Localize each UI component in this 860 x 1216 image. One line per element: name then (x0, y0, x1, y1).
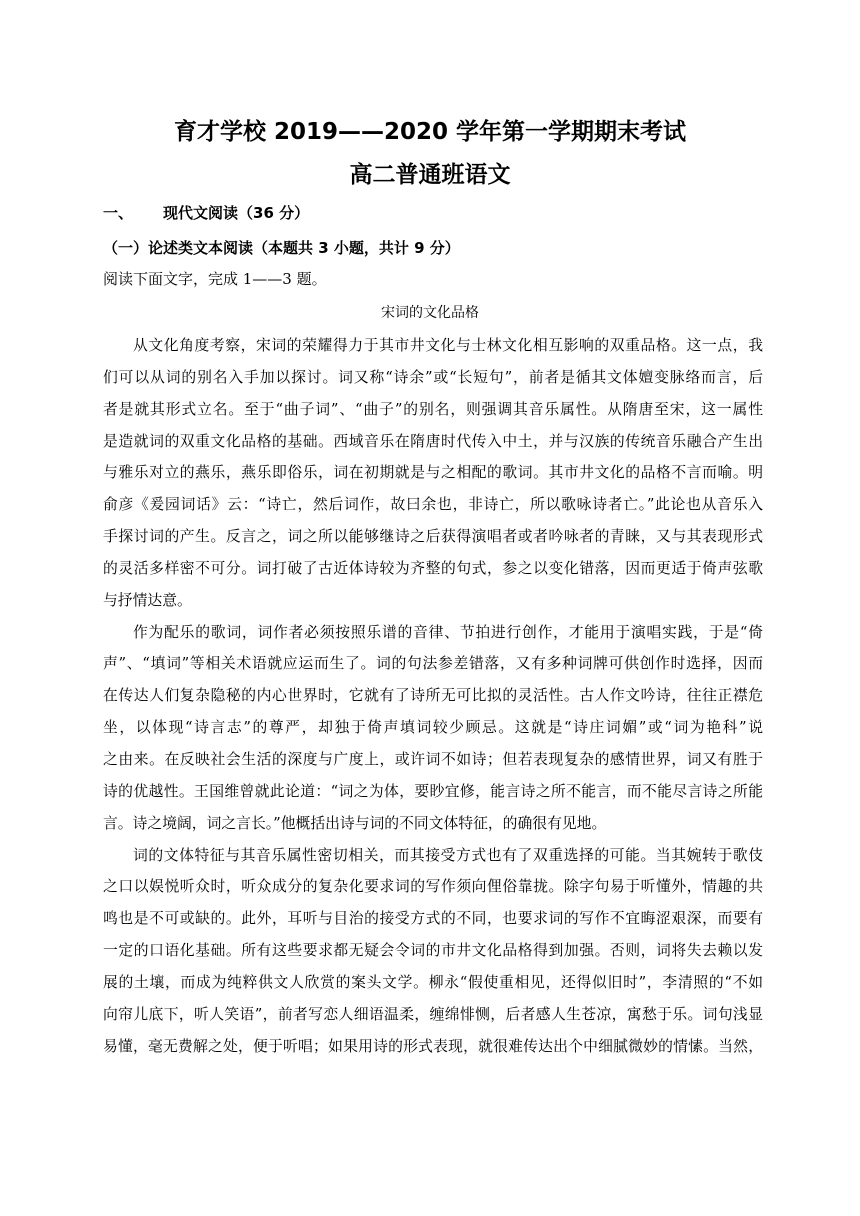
article-line: 鸣也是不可或缺的。此外，耳听与目治的接受方式的不同，也要求词的写作不宜晦涩艰深，而要有 (103, 910, 763, 928)
section-heading (103, 202, 309, 223)
article-line: 展的土壤，而成为纯粹供文人欣赏的案头文学。柳永“假使重相见，还得似旧时”，李清照的“不如 (103, 973, 763, 991)
article-line: 声”、“填词”等相关术语就应运而生了。词的句法参差错落，又有多种词牌可供创作时选择，因而 (103, 655, 763, 673)
article-line: 一定的口语化基础。所有这些要求都无疑会令词的市井文化品格得到加强。否则，词将失去赖以发 (103, 942, 763, 960)
article-line: 是造就词的双重文化品格的基础。西域音乐在隋唐时代传入中土，并与汉族的传统音乐融合产生出 (103, 432, 763, 450)
article-line: 言。诗之境阔，词之言长。”他概括出诗与词的不同文体特征，的确很有见地。 (103, 814, 607, 832)
article-line: 词的文体特征与其音乐属性密切相关，而其接受方式也有了双重选择的可能。当其婉转于歌伎 (133, 846, 763, 864)
article-line: 者是就其形式立名。至于“曲子词”、“曲子”的别名，则强调其音乐属性。从隋唐至宋，这一属性 (103, 400, 763, 418)
article-line: 与雅乐对立的燕乐，燕乐即俗乐，词在初期就是与之相配的歌词。其市井文化的品格不言而喻。明 (103, 464, 763, 482)
article-line: 在传达人们复杂隐秘的内心世界时，它就有了诗所无可比拟的灵活性。古人作文吟诗，往往正襟危 (103, 687, 763, 705)
section-number: 一、 (103, 204, 134, 222)
article-line: 向帘儿底下，听人笑语”，前者写恋人细语温柔，缠绵悱恻，后者感人生苍凉，寓愁于乐。词句浅显 (103, 1005, 763, 1023)
article-line: 手探讨词的产生。反言之，词之所以能够继诗之后获得演唱者或者吟咏者的青睐，又与其表现形式 (103, 528, 763, 546)
article-line: 之口以娱悦听众时，听众成分的复杂化要求词的写作须向俚俗靠拢。除字句易于听懂外，情趣的共 (103, 878, 763, 896)
article-line: 与抒情达意。 (103, 591, 192, 609)
article-line: 的灵活多样密不可分。词打破了古近体诗较为齐整的句式，参之以变化错落，因而更适于倚声弦歌 (103, 559, 763, 577)
subsection-heading: （一）论述类文本阅读（本题共 3 小题，共计 9 分） (103, 239, 460, 257)
article-line: 坐，以体现“诗言志”的尊严，却独于倚声填词较少顾忌。这就是“诗庄词媚”或“词为艳科”说 (103, 719, 763, 737)
article-line: 易懂，毫无费解之处，便于听唱；如果用诗的形式表现，就很难传达出个中细腻微妙的情愫。当然， (103, 1037, 763, 1055)
section-title: 现代文阅读（36 分） (163, 204, 310, 222)
article-line: 作为配乐的歌词，词作者必须按照乐谱的音律、节拍进行创作，才能用于演唱实践，于是“倚 (133, 623, 763, 641)
article-line: 俞彦《爰园词话》云：“诗亡，然后词作，故曰余也，非诗亡，所以歌咏诗者亡。”此论也从音乐入 (103, 496, 763, 514)
article-line: 诗的优越性。王国维曾就此论道：“词之为体，要眇宜修，能言诗之所不能言，而不能尽言诗之所能 (103, 782, 763, 800)
exam-subtitle: 高二普通班语文 (349, 162, 511, 188)
exam-title: 育才学校 2019——2020 学年第一学期期末考试 (173, 119, 687, 145)
reading-instruction: 阅读下面文字，完成 1——3 题。 (103, 270, 327, 288)
article-line: 们可以从词的别名入手加以探讨。词又称“诗余”或“长短句”，前者是循其文体嬗变脉络而言，后 (103, 368, 763, 386)
article-body (103, 330, 763, 1062)
article-title: 宋词的文化品格 (381, 305, 479, 321)
article-line: 之由来。在反映社会生活的深度与广度上，或许词不如诗；但若表现复杂的感情世界，词又有胜于 (103, 750, 763, 768)
article-line: 从文化角度考察，宋词的荣耀得力于其市井文化与士林文化相互影响的双重品格。这一点，我 (133, 337, 763, 354)
